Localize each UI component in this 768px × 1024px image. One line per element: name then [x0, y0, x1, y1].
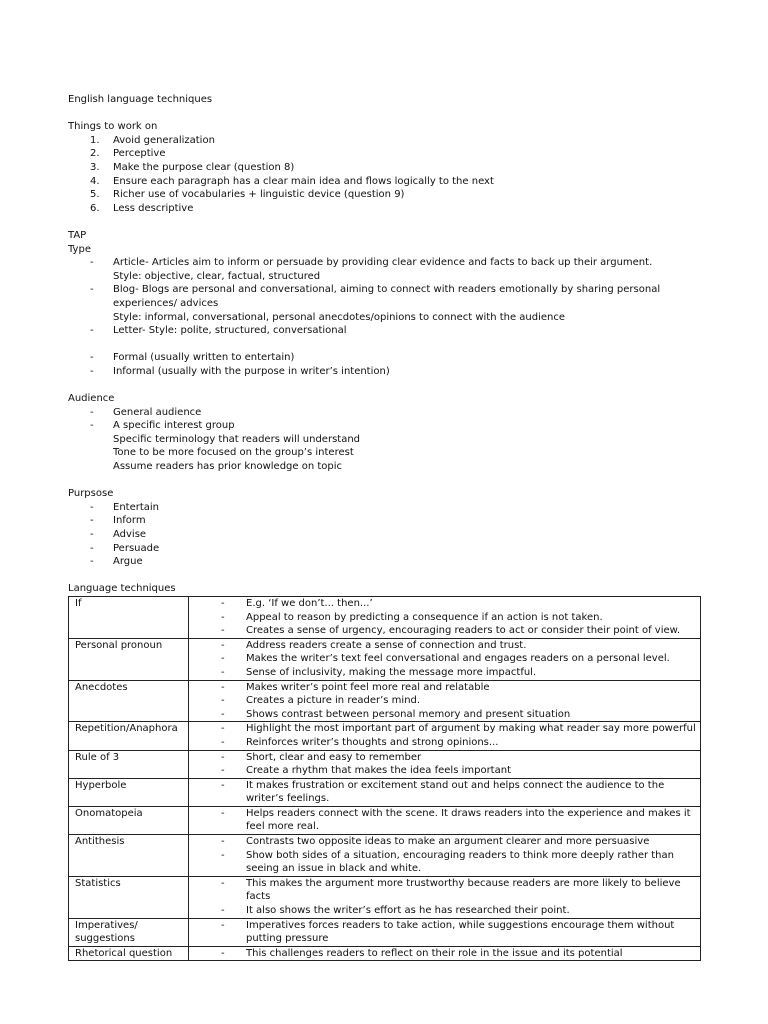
effect-point: - Creates a sense of urgency, encouraging readers to act or consider their point of view.	[221, 625, 681, 637]
technique-term: If	[69, 596, 189, 638]
technique-effects	[189, 638, 701, 680]
effect-point: - Appeal to reason by predicting a consequence if an action is not taken.	[221, 611, 603, 623]
work-on-list	[68, 134, 708, 216]
audience-detail: Specific terminology that readers will understand	[113, 433, 361, 445]
effect-point: - Makes the writer’s text feel conversational and engages readers on a personal level.	[221, 653, 670, 665]
table-row	[69, 806, 701, 834]
effect-point: - It also shows the writer’s effort as he has researched their point.	[221, 905, 570, 917]
technique-term: Imperatives/ suggestions	[69, 918, 189, 946]
techniques-heading: Language techniques	[68, 583, 176, 595]
technique-term: Rule of 3	[69, 750, 189, 778]
list-item: 1. Avoid generalization	[90, 134, 215, 146]
audience-detail: Tone to be more focused on the group’s interest	[113, 447, 354, 459]
technique-effects	[189, 596, 701, 638]
effect-point: - Address readers create a sense of connection and trust.	[221, 639, 527, 651]
effect-point: - Contrasts two opposite ideas to make an argument clearer and more persuasive	[221, 836, 650, 848]
list-item: - Entertain	[90, 501, 160, 513]
effect-point: - Creates a picture in reader’s mind.	[221, 695, 421, 707]
list-item: - Article- Articles aim to inform or persuade by providing clear evidence and facts to back up their argument.	[90, 257, 653, 269]
effect-point: - It makes frustration or excitement stand out and helps connect the audience to the writer’s feelings.	[221, 779, 665, 805]
effect-point: - Shows contrast between personal memory and present situation	[221, 708, 571, 720]
technique-effects	[189, 750, 701, 778]
audience-detail: Assume readers has prior knowledge on topic	[113, 461, 343, 473]
list-item: - Informal (usually with the purpose in writer’s intention)	[90, 365, 390, 377]
technique-term: Personal pronoun	[69, 638, 189, 680]
technique-effects	[189, 806, 701, 834]
list-item: - Inform	[90, 515, 146, 527]
document-page	[68, 93, 708, 961]
technique-term: Rhetorical question	[69, 946, 189, 961]
effect-point: - Short, clear and easy to remember	[221, 751, 422, 763]
technique-term: Onomatopeia	[69, 806, 189, 834]
list-item: 4. Ensure each paragraph has a clear main idea and flows logically to the next	[90, 175, 494, 187]
list-item: 6. Less descriptive	[90, 202, 194, 214]
list-item: - Blog- Blogs are personal and conversational, aiming to connect with readers emotionally by sharing personal	[90, 284, 661, 296]
technique-effects	[189, 680, 701, 722]
list-item: 3. Make the purpose clear (question 8)	[90, 161, 295, 173]
technique-term: Repetition/Anaphora	[69, 722, 189, 750]
list-item: - Formal (usually written to entertain)	[90, 352, 295, 364]
effect-point: - E.g. ‘If we don’t... then...’	[221, 597, 373, 609]
list-item: - Advise	[90, 529, 147, 540]
technique-term: Antithesis	[69, 835, 189, 877]
list-item: - Letter- Style: polite, structured, conversational	[90, 325, 347, 337]
technique-term: Anecdotes	[69, 680, 189, 722]
effect-point: - Create a rhythm that makes the idea feels important	[221, 765, 511, 777]
effect-point: - This challenges readers to reflect on their role in the issue and its potential	[221, 947, 623, 959]
technique-effects	[189, 778, 701, 806]
effect-point: - This makes the argument more trustworthy because readers are more likely to believe facts	[221, 877, 681, 903]
technique-effects	[189, 918, 701, 946]
table-row	[69, 918, 701, 946]
list-item: - Argue	[90, 556, 143, 568]
technique-term: Hyperbole	[69, 778, 189, 806]
table-row	[69, 722, 701, 750]
technique-term: Statistics	[69, 876, 189, 918]
technique-effects	[189, 876, 701, 918]
type-heading: Type	[68, 243, 91, 255]
technique-effects	[189, 835, 701, 877]
table-row	[69, 638, 701, 680]
effect-point: - Helps readers connect with the scene. It draws readers into the experience and makes it feel more real.	[221, 807, 691, 833]
tap-heading: TAP	[68, 229, 87, 241]
list-item: 2. Perceptive	[90, 148, 166, 160]
techniques-table	[68, 596, 701, 961]
technique-effects	[189, 722, 701, 750]
work-on-heading: Things to work on	[68, 121, 158, 133]
list-item: - Persuade	[90, 542, 160, 554]
table-row	[69, 750, 701, 778]
table-row	[69, 596, 701, 638]
document-title: English language techniques	[68, 94, 213, 105]
effect-point: - Makes writer’s point feel more real and relatable	[221, 681, 490, 693]
effect-point: - Sense of inclusivity, making the message more impactful.	[221, 666, 537, 678]
effect-point: - Reinforces writer’s thoughts and strong opinions...	[221, 736, 499, 748]
list-item: - General audience	[90, 406, 202, 418]
table-row	[69, 835, 701, 877]
audience-heading: Audience	[68, 393, 115, 405]
effect-point: - Show both sides of a situation, encouraging readers to think more deeply rather than seeing an issue in black and white.	[221, 849, 674, 875]
table-row	[69, 946, 701, 961]
effect-point: - Highlight the most important part of argument by making what reader say more powerful	[221, 723, 696, 735]
table-row	[69, 778, 701, 806]
blog-continued: experiences/ advices	[113, 297, 219, 309]
list-item: 5. Richer use of vocabularies + linguistic device (question 9)	[90, 189, 405, 201]
technique-effects	[189, 946, 701, 961]
article-style: Style: objective, clear, factual, structured	[113, 270, 321, 282]
list-item: - A specific interest group	[90, 420, 235, 432]
purpose-heading: Purpsose	[68, 488, 114, 500]
table-row	[69, 680, 701, 722]
effect-point: - Imperatives forces readers to take action, while suggestions encourage them without putting pressure	[221, 919, 675, 945]
blog-style: Style: informal, conversational, personal anecdotes/opinions to connect with the audience	[113, 311, 566, 323]
table-row	[69, 876, 701, 918]
